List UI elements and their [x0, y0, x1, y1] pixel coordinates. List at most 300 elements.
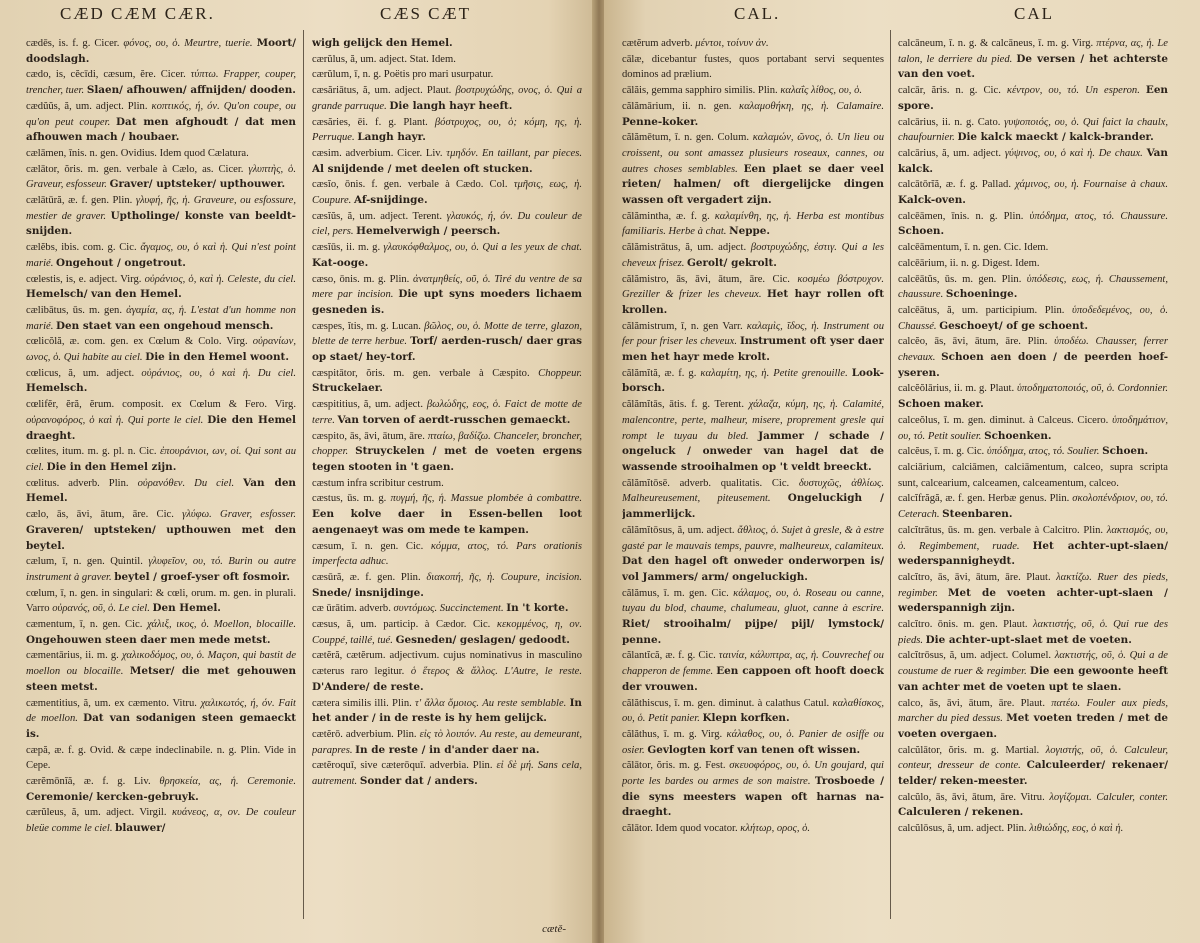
dictionary-entry	[622, 209, 884, 240]
entry-latin: cæspes, ĭtis, m. g. Lucan.	[312, 320, 421, 332]
entry-french: Au reste semblable.	[482, 697, 567, 709]
entry-french: Sujet à gresle, & à estre gasté par le mauvais temps, pauvre, malheureux, calamiteux.	[622, 524, 884, 552]
dictionary-entry	[26, 554, 296, 585]
entry-latin: cæstum infra scribitur cestrum.	[312, 477, 444, 489]
entry-greek: βῶλος, ου, ὁ.	[424, 320, 481, 332]
entry-greek: καλαθίσκος, ου, ὁ.	[622, 697, 884, 725]
dictionary-entry	[622, 83, 884, 99]
dictionary-entry	[898, 209, 1168, 240]
dictionary-entry	[898, 177, 1168, 208]
entry-dutch: Die upt syns moeders lichaem gesneden is.	[312, 288, 582, 316]
entry-latin: călātor. Idem quod vocator.	[622, 823, 738, 835]
entry-greek: ὁ ἕτερος & ἄλλος.	[410, 666, 498, 678]
entry-french: Qui a les yeux de chat.	[482, 242, 582, 254]
entry-dutch: Met voeten treden / met de voeten overgaen.	[898, 712, 1168, 740]
entry-latin: călămistrātus, ă, um. adject.	[622, 242, 747, 254]
dictionary-entry	[898, 570, 1168, 617]
entry-latin: cædŭŭs, ă, um. adject. Plin.	[26, 100, 148, 112]
entry-greek: λογίζομαι.	[1049, 791, 1092, 803]
entry-greek: λακτιστής, οῦ, ὁ.	[1054, 650, 1126, 662]
entry-greek: καλαμοθήκη, ης, ἡ.	[739, 100, 829, 112]
dictionary-entry	[898, 83, 1168, 114]
entry-dutch: Trosboede / die syns meesters wapen oft harnas na-draeght.	[622, 775, 884, 819]
dictionary-entry	[312, 617, 582, 648]
entry-latin: cærŭleus, ă, um. adject. Virgil.	[26, 807, 167, 819]
entry-greek: γλύφω.	[182, 509, 212, 521]
entry-dutch: Van torven of aerdt-russchen gemaeckt.	[337, 413, 571, 426]
dictionary-entry	[312, 36, 582, 52]
dictionary-entry	[26, 162, 296, 193]
entry-french: Petite grenouille.	[773, 367, 848, 379]
entry-dutch: Uptholinge/ konste van beeldt-snijden.	[26, 209, 296, 238]
entry-latin: cœlicŏlă, æ. com. gen. ex Cœlum & Colo. Virg.	[26, 336, 248, 348]
entry-greek: πτέρνα, ας, ἡ.	[1096, 38, 1155, 49]
entry-latin: cælātūră, æ. f. gen. Plin.	[26, 195, 133, 207]
entry-greek: βωλώδης, εος, ὁ.	[426, 399, 501, 411]
dictionary-entry	[898, 648, 1168, 695]
entry-latin: cæso, ōnis. m. g. Plin.	[312, 273, 410, 285]
entry-latin: calceŏlus, ī. m. gen. diminut. à Calceus. Cicero.	[898, 414, 1109, 426]
catchword: cætě-	[542, 923, 566, 935]
entry-french: Un esperon.	[1085, 85, 1140, 97]
entry-latin: cæspititius, ă, um. adject.	[312, 399, 423, 411]
entry-french: Qui a de coustume de ruer & regimber.	[898, 650, 1168, 678]
entry-dutch: Dat den hagel oft onweder onderworpen is/ vol Jammers/ arm/ ongeluckigh.	[622, 555, 884, 583]
dictionary-entry	[312, 67, 582, 83]
entry-greek: ἀγαμία, ας, ἡ.	[126, 304, 187, 316]
entry-latin: calcĕus, ī. m. g. Cic.	[898, 446, 985, 458]
entry-french: Ceremonie.	[247, 776, 296, 788]
entry-latin: calcār, ăris. n. g. Cic.	[898, 85, 1001, 97]
entry-latin: calcēātŭs, ūs. m. gen. Plin.	[898, 273, 1022, 285]
entry-greek: γλαυκόφθαλμος, ου, ὁ.	[383, 242, 480, 254]
entry-greek: κλήτωρ, ορος, ὁ.	[740, 823, 811, 835]
entry-french: L'Autre, le reste.	[504, 666, 582, 678]
entry-dutch: Riet/ strooihalm/ pijpe/ pijl/ lymstock/ penne.	[622, 618, 884, 646]
entry-dutch: Ongeluckigh / jammerlijck.	[622, 492, 884, 521]
entry-latin: calcĭtrātus, ūs. m. gen. verbale à Calcitro. Plin.	[898, 524, 1104, 536]
entry-dutch: Calculeren / rekenen.	[898, 806, 1024, 819]
dictionary-entry	[312, 115, 582, 146]
entry-latin: cætĕroquī, sive cæterōquī. adverbia. Plin.	[312, 760, 493, 772]
entry-french: L'estat d'un homme non marié.	[26, 304, 296, 332]
entry-greek: λακτισμός, ου, ὁ.	[898, 524, 1168, 552]
entry-french: Graver, esfosser.	[220, 509, 296, 521]
entry-greek: οὐρανίων, ωνος, ὁ.	[26, 336, 296, 364]
entry-latin: cælibātus, ūs. m. gen.	[26, 304, 122, 316]
entry-french: Fouler aux pieds, marcher du pied dessus.	[898, 697, 1168, 725]
entry-french: Malheureusement, piteusement.	[622, 493, 771, 505]
entry-greek: ὑποδημάτιον, ου, τό.	[898, 414, 1168, 442]
left-page-header-col1: CÆD CÆM CÆR.	[60, 4, 215, 23]
entry-french: Le ciel.	[118, 603, 150, 615]
entry-latin: calcārius, ă, um. adject.	[898, 147, 1002, 159]
entry-french: Calamité, malencontre, perte, malheur, misere, proprement gresle qui rompt le tuyau du bled.	[622, 399, 884, 442]
dictionary-entry	[26, 36, 296, 67]
dictionary-entry	[26, 743, 296, 774]
entry-latin: cædo, is, cĕcīdi, cæsum, ĕre. Cicer.	[26, 69, 186, 81]
entry-french: Ruer des pieds, regimber.	[898, 571, 1168, 599]
dictionary-entry	[26, 303, 296, 334]
entry-greek: γυψοποιός, ου, ὁ.	[1004, 116, 1080, 128]
entry-latin: cærŭlus, ă, um. adject. Stat. Idem.	[312, 53, 456, 65]
entry-greek: πταίω, βαδίζω.	[427, 430, 491, 442]
entry-french: Fournaise à chaux.	[1083, 179, 1168, 191]
entry-dutch: Schoen aen doen / de peerden hoef-yseren.	[898, 351, 1168, 379]
entry-greek: τμηδόν.	[446, 147, 479, 159]
entry-greek: κόμμα, ατος, τό.	[430, 540, 509, 552]
entry-greek: χάλιξ, ικος, ὁ.	[146, 619, 210, 631]
entry-dutch: Dat van sodanigen steen gemaeckt is.	[26, 712, 296, 740]
entry-french: Qui a les cheveux frisez.	[622, 242, 884, 269]
entry-latin: calcĕo, ās, āvi, ātum, āre. Plin.	[898, 336, 1048, 348]
entry-latin: călămĭtōsus, ă, um. adject.	[622, 524, 735, 536]
dictionary-entry	[622, 240, 884, 271]
entry-latin: cæspito, ās, āvi, ātum, āre.	[312, 430, 425, 442]
entry-greek: γλυφεῖον, ου, τό.	[148, 556, 223, 568]
entry-dutch: Een kolve daer in Essen-bellen loot aengenaeyt was om mede te kampen.	[312, 508, 582, 536]
entry-greek: ὑπόδεσις, εως, ἡ.	[1026, 273, 1104, 285]
entry-dutch: Die den Hemel draeght.	[26, 413, 296, 442]
entry-greek: ἐπουράνιοι, ων, οἱ.	[159, 446, 242, 458]
entry-dutch: Met de voeten achter-upt-slaen / wederspannigh zijn.	[898, 586, 1168, 615]
entry-dutch: Het hayr rollen oft krollen.	[622, 288, 884, 316]
entry-french: Calculer, conter.	[1096, 791, 1168, 803]
dictionary-entry	[26, 696, 296, 743]
entry-greek: χάμινος, ου, ἡ.	[1015, 179, 1080, 191]
entry-french: Maçon, qui bastit de moellon ou blocaille.	[26, 650, 296, 678]
dictionary-entry	[312, 727, 582, 758]
entry-french: Chaussé.	[898, 320, 937, 332]
dictionary-entry	[26, 805, 296, 836]
entry-latin: cœlitus. adverb. Plin.	[26, 477, 129, 489]
entry-french: Graveur, esfosseur.	[26, 179, 107, 191]
entry-dutch: Dat men afghoudt / dat men afhouwen mach / houbaer.	[26, 115, 296, 144]
entry-greek: γλυπτὴς, ὁ.	[248, 163, 296, 175]
entry-french: Herba est montibus familiaris. Herbe à chat.	[622, 210, 884, 238]
left-page-header-col2: CÆS CÆT	[380, 4, 471, 23]
entry-latin: călăthiscus, ī. m. gen. diminut. à calathus Catul.	[622, 697, 830, 709]
entry-latin: cæsăries, ēi. f. g. Plant.	[312, 116, 428, 128]
entry-french: Petit panier.	[648, 713, 700, 725]
entry-dutch: Gerolt/ gekrolt.	[687, 256, 777, 269]
entry-greek: κάλαθος, ου, ὁ.	[726, 728, 795, 740]
entry-latin: calco, ās, āvi, ātum, āre. Plaut.	[898, 697, 1045, 709]
entry-french: Fait de moellon.	[26, 697, 296, 725]
entry-latin: calcĭtro. ōnis. m. gen. Plaut.	[898, 619, 1028, 631]
entry-dutch: In de reste / in d'ander daer na.	[355, 743, 540, 756]
entry-latin: cæspitātor, ŏris. m. gen. verbale à Cæspito.	[312, 367, 530, 379]
dictionary-entry	[26, 397, 296, 444]
entry-latin: cælo, ās, āvi, ātum, āre. Cic.	[26, 509, 174, 521]
entry-greek: γλαυκός, ή, όν.	[446, 210, 513, 222]
entry-dutch: Ceremonie/ kercken-gebruyk.	[26, 790, 199, 803]
entry-latin: cæmentitius, ă, um. ex cæmento. Vitru.	[26, 697, 197, 709]
entry-greek: σκευοφόρος, ου, ὁ.	[729, 760, 811, 772]
entry-dutch: Die langh hayr heeft.	[389, 99, 513, 112]
entry-dutch: In 't korte.	[506, 602, 569, 615]
entry-dutch: Schoen maker.	[898, 398, 984, 411]
entry-french: Qui rue des pieds.	[898, 619, 1168, 646]
entry-french: Chaussure.	[1120, 210, 1168, 222]
entry-greek: τμῆσις, εως, ἡ.	[513, 179, 582, 191]
right-column-2	[898, 36, 1168, 927]
entry-greek: χαλικοδόμος, ου, ὁ.	[121, 650, 205, 662]
dictionary-entry	[26, 366, 296, 397]
entry-french: Choppeur.	[538, 367, 582, 379]
entry-latin: calcātōrĭă, æ. f. g. Pallad.	[898, 179, 1011, 191]
dictionary-entry	[26, 476, 296, 507]
entry-greek: σκολοπένδριον, ου, τό.	[1072, 493, 1168, 505]
entry-dutch: Al snijdende / met deelen oft stucken.	[312, 162, 533, 175]
dictionary-entry	[898, 240, 1168, 256]
entry-french: Chanceler, broncher, chopper.	[312, 430, 582, 458]
entry-greek: ὑποδηματοποιός, οῦ, ὁ.	[1016, 383, 1115, 395]
dictionary-entry	[312, 696, 582, 727]
entry-greek: οὐράνιος, ὁ, καὶ ἡ.	[144, 273, 225, 285]
entry-dutch: Langh hayr.	[357, 131, 426, 144]
entry-dutch: Schoenken.	[984, 429, 1052, 442]
dictionary-entry	[312, 177, 582, 208]
entry-latin: calcēārium, ii. n. g. Digest. Idem.	[898, 257, 1040, 269]
entry-latin: cæsĭo, ōnis. f. gen. verbale à Cædo. Col.	[312, 179, 508, 191]
entry-greek: μέντοι, τοίνυν ἀν.	[695, 38, 769, 49]
entry-greek: οὐρανός, οῦ, ὁ.	[52, 603, 116, 615]
dictionary-entry	[312, 648, 582, 695]
entry-greek: κοσμέω βόστρυχον.	[797, 273, 884, 285]
dictionary-entry	[26, 774, 296, 805]
entry-dutch: Klepn korfken.	[702, 712, 790, 725]
dictionary-entry	[622, 476, 884, 523]
entry-french: Couppé, taillé, tué.	[312, 634, 393, 646]
dictionary-entry	[26, 648, 296, 695]
entry-greek: θρησκεία, ας, ἡ.	[159, 776, 239, 788]
right-page-header-col2: CAL	[1014, 4, 1054, 23]
dictionary-entry	[622, 99, 884, 130]
entry-latin: calcŭlo, ās, āvi, ātum, āre. Vitru.	[898, 791, 1045, 803]
entry-greek: ἄθλιος, ὁ.	[737, 524, 779, 536]
entry-latin: calcĭtro, ās, āvi, ātum, āre. Plaut.	[898, 571, 1051, 583]
dictionary-entry	[26, 193, 296, 240]
entry-french: Un lieu ou croissent, ou sont amassez plusieurs roseaux, cannes, ou autres choses semblables.	[622, 132, 884, 175]
dictionary-entry	[312, 209, 582, 240]
entry-french: Regimbement, ruade.	[918, 540, 1020, 552]
entry-dutch: Calculeerder/ rekenaer/ telder/ reken-meester.	[898, 759, 1168, 788]
entry-greek: καλαμὶς, ῖδος, ἡ.	[746, 320, 820, 332]
entry-french: Sans cela, autrement.	[312, 760, 582, 788]
entry-dutch: Torf/ aerden-rusch/ daer gras op staet/ hey-torf.	[312, 335, 582, 364]
dictionary-entry	[26, 507, 296, 554]
entry-greek: λογιστής, οῦ, ὁ.	[1045, 744, 1118, 756]
entry-dutch: Metser/ die met gehouwen steen metst.	[26, 665, 296, 693]
entry-latin: cærĕmōnĭă, æ. f. g. Liv.	[26, 776, 151, 788]
entry-greek: ὑποδέω.	[1054, 336, 1089, 348]
dictionary-entry	[898, 491, 1168, 522]
dictionary-entry	[898, 617, 1168, 648]
dictionary-entry	[312, 476, 582, 492]
dictionary-entry	[898, 523, 1168, 570]
entry-latin: cæstus, ūs. m. g.	[312, 493, 387, 505]
entry-dutch: Graveren/ uptsteken/ upthouwen met den beytel.	[26, 523, 296, 552]
entry-dutch: Graver/ uptsteker/ upthouwer.	[109, 178, 286, 191]
entry-french: Ceterach.	[898, 509, 940, 521]
entry-latin: calcŭlātor, ŏris. m. g. Martial.	[898, 744, 1040, 756]
entry-dutch: Van den Hemel.	[26, 476, 296, 505]
dictionary-entry	[622, 272, 884, 319]
entry-french: Meurtre, tuerie.	[184, 38, 253, 49]
dictionary-entry	[622, 36, 884, 52]
dictionary-entry	[312, 539, 582, 570]
dictionary-entry	[312, 146, 582, 177]
dictionary-entry	[312, 83, 582, 114]
entry-greek: χαλικωτός, ή, όν.	[200, 697, 275, 709]
entry-latin: calcŭlōsus, ă, um. adject. Plin.	[898, 823, 1027, 835]
entry-latin: cœlum, ī, n. gen. in singulari: & cœli, orum. m. gen. in plurali. Varro	[26, 587, 296, 615]
dictionary-entry	[26, 99, 296, 146]
entry-greek: ἄγαμος, ου, ὁ καὶ ἡ.	[140, 242, 228, 254]
entry-dutch: blauwer/	[115, 822, 166, 835]
dictionary-entry	[312, 52, 582, 68]
entry-dutch: Een plaet se daer veel rieten/ halmen/ oft diergelijcke dingen wassen oft vergadert zijn.	[622, 162, 884, 207]
dictionary-entry	[312, 319, 582, 366]
entry-french: Couvrechef ou chapperon de femme.	[622, 650, 884, 678]
entry-latin: cælāmen, īnis. n. gen. Ovidius. Idem quod Cælatura.	[26, 147, 249, 159]
column-rule	[890, 30, 891, 919]
dictionary-entry	[312, 601, 582, 617]
dictionary-entry	[312, 397, 582, 428]
entry-latin: cœlites, itum. m. g. pl. n. Cic.	[26, 446, 157, 458]
entry-latin: calcārius, ii. n. g. Cato.	[898, 116, 1001, 128]
dictionary-entry	[312, 429, 582, 476]
entry-latin: cæsūră, æ. f. gen. Plin.	[312, 571, 421, 583]
dictionary-entry	[26, 444, 296, 475]
entry-latin: cālæ, dicebantur fustes, quos portabant servi sequentes dominos ad prælium.	[622, 53, 884, 81]
entry-french: Qu'on coupe, ou qu'on peut couper.	[26, 100, 296, 128]
entry-latin: calcĭfrăgă, æ. f. gen. Herbæ genus. Plin.	[898, 493, 1070, 505]
entry-greek: πυγμή, ῆς, ἡ.	[390, 493, 447, 505]
entry-dutch: Look-borsch.	[622, 366, 884, 395]
entry-french: Qui habite au ciel.	[63, 352, 143, 364]
entry-dutch: Hemelsch/ van den Hemel.	[26, 288, 182, 301]
entry-dutch: Moort/ doodslagh.	[26, 37, 296, 65]
entry-greek: καλαμίνθη, ης, ἡ.	[714, 210, 792, 222]
dictionary-entry	[312, 570, 582, 601]
entry-french: Burin ou autre instrument à graver.	[26, 556, 296, 583]
entry-greek: οὐράνιος, ου, ὁ καὶ ἡ.	[141, 367, 251, 379]
entry-latin: călăthus, ī. m. g. Virg.	[622, 728, 723, 740]
entry-greek: διακοπή, ῆς, ἡ.	[426, 571, 495, 583]
entry-greek: πατέω.	[1051, 697, 1081, 709]
entry-latin: cæsăriātus, ă, um. adject. Plaut.	[312, 85, 452, 97]
dictionary-entry	[898, 115, 1168, 146]
entry-greek: βοστρυχώδης, ονος, ὁ.	[455, 85, 553, 97]
entry-french: Petit soulier.	[927, 430, 982, 442]
entry-latin: călămintha, æ. f. g.	[622, 210, 710, 222]
entry-greek: καλαμίτη, ης, ἡ.	[700, 367, 770, 379]
dictionary-entry	[898, 743, 1168, 790]
entry-greek: οὐρανοφόρος, ὁ καὶ ἡ.	[26, 414, 124, 426]
entry-latin: călămĭtās, ātis. f. g. Terent.	[622, 399, 745, 411]
entry-greek: λακτίζω.	[1056, 571, 1092, 583]
entry-dutch: Die kalck maeckt / kalck-brander.	[957, 131, 1154, 144]
entry-dutch: Die in den Hemel zijn.	[46, 460, 177, 473]
dictionary-entry	[622, 523, 884, 586]
dictionary-entry	[898, 36, 1168, 83]
entry-french: Faict de motte de terre.	[312, 399, 582, 426]
dictionary-entry	[622, 52, 884, 83]
entry-latin: calcĭtrōsus, ă, um. adject. Columel.	[898, 650, 1052, 662]
dictionary-entry	[622, 758, 884, 821]
dictionary-entry	[312, 240, 582, 271]
entry-greek: κοπτικός, ή, όν.	[151, 100, 220, 112]
entry-french: Tiré du ventre de sa mere par incision.	[312, 273, 582, 301]
dictionary-entry	[622, 366, 884, 397]
dictionary-entry	[622, 319, 884, 366]
entry-french: Celeste, du ciel.	[227, 273, 296, 285]
dictionary-entry	[312, 758, 582, 789]
entry-dutch: Den staet van een ongehoud mensch.	[56, 319, 274, 332]
entry-dutch: In het ander / in de reste is hy hem gelijck.	[312, 696, 582, 725]
entry-dutch: Een spore.	[898, 84, 1168, 112]
entry-dutch: Kat-ooge.	[312, 256, 369, 269]
dictionary-entry	[898, 460, 1168, 491]
entry-french: Greziller & frizer les cheveux.	[622, 289, 762, 301]
entry-french: Calamaire.	[836, 100, 884, 112]
entry-french: Chausser, ferrer chevaux.	[898, 336, 1168, 364]
entry-latin: cæmentum, ī, n. gen. Cic.	[26, 619, 143, 631]
entry-greek: κάλαμος, ου, ὁ.	[733, 587, 802, 599]
entry-latin: călantĭcă, æ. f. g. Cic.	[622, 650, 716, 662]
dictionary-entry	[622, 586, 884, 649]
entry-latin: cælĕbs, ibis. com. g. Cic.	[26, 242, 137, 254]
entry-french: Motte de terre, glazon, blette de terre herbue.	[312, 320, 582, 348]
entry-dutch: Ongehout / ongetrout.	[56, 256, 186, 269]
entry-latin: cælum, ī, n. gen. Quintil.	[26, 556, 143, 568]
entry-french: Soulier.	[1067, 446, 1100, 458]
entry-dutch: De versen / het achterste van den voet.	[898, 52, 1168, 81]
entry-dutch: Steenbaren.	[942, 508, 1013, 521]
entry-dutch: wigh gelijck den Hemel.	[312, 37, 453, 49]
column-rule	[303, 30, 304, 919]
entry-french: Le talon, le derriere du pied.	[898, 38, 1168, 65]
dictionary-entry	[312, 272, 582, 319]
dictionary-entry	[898, 790, 1168, 821]
entry-latin: cæsus, ă, um. particip. à Cædor. Cic.	[312, 619, 491, 631]
entry-greek: οὐρανόθεν.	[137, 477, 186, 489]
entry-latin: călămistro, ās, āvi, ātum, āre. Cic.	[622, 273, 790, 285]
entry-greek: συντόμως.	[393, 603, 438, 615]
entry-french: Succinctement.	[439, 603, 504, 615]
entry-french: Coupure, incision.	[500, 571, 582, 583]
entry-french: Au reste, au demeurant, parapres.	[312, 728, 582, 756]
dictionary-entry	[622, 696, 884, 727]
dictionary-entry	[26, 586, 296, 617]
dictionary-entry	[898, 413, 1168, 444]
entry-latin: cœlifĕr, ĕră, ĕrum. composit. ex Cœlum & Fero. Virg.	[26, 399, 296, 411]
dictionary-entry	[898, 381, 1168, 412]
entry-dutch: Hemelsch.	[26, 382, 88, 395]
entry-greek: τύπτω.	[190, 69, 219, 81]
entry-french: Panier de osiffe ou osier.	[622, 728, 884, 756]
entry-french: Perruque.	[312, 132, 355, 144]
entry-dutch: Af-snijdinge.	[354, 194, 428, 207]
entry-dutch: Sonder dat / anders.	[359, 775, 478, 788]
entry-greek: φόνος, ου, ὁ.	[123, 38, 181, 49]
entry-greek: κέντρον, ου, τό.	[1006, 85, 1080, 97]
entry-latin: cœlestis, is, e. adject. Virg.	[26, 273, 142, 285]
dictionary-entry	[898, 821, 1168, 837]
dictionary-entry	[26, 272, 296, 303]
